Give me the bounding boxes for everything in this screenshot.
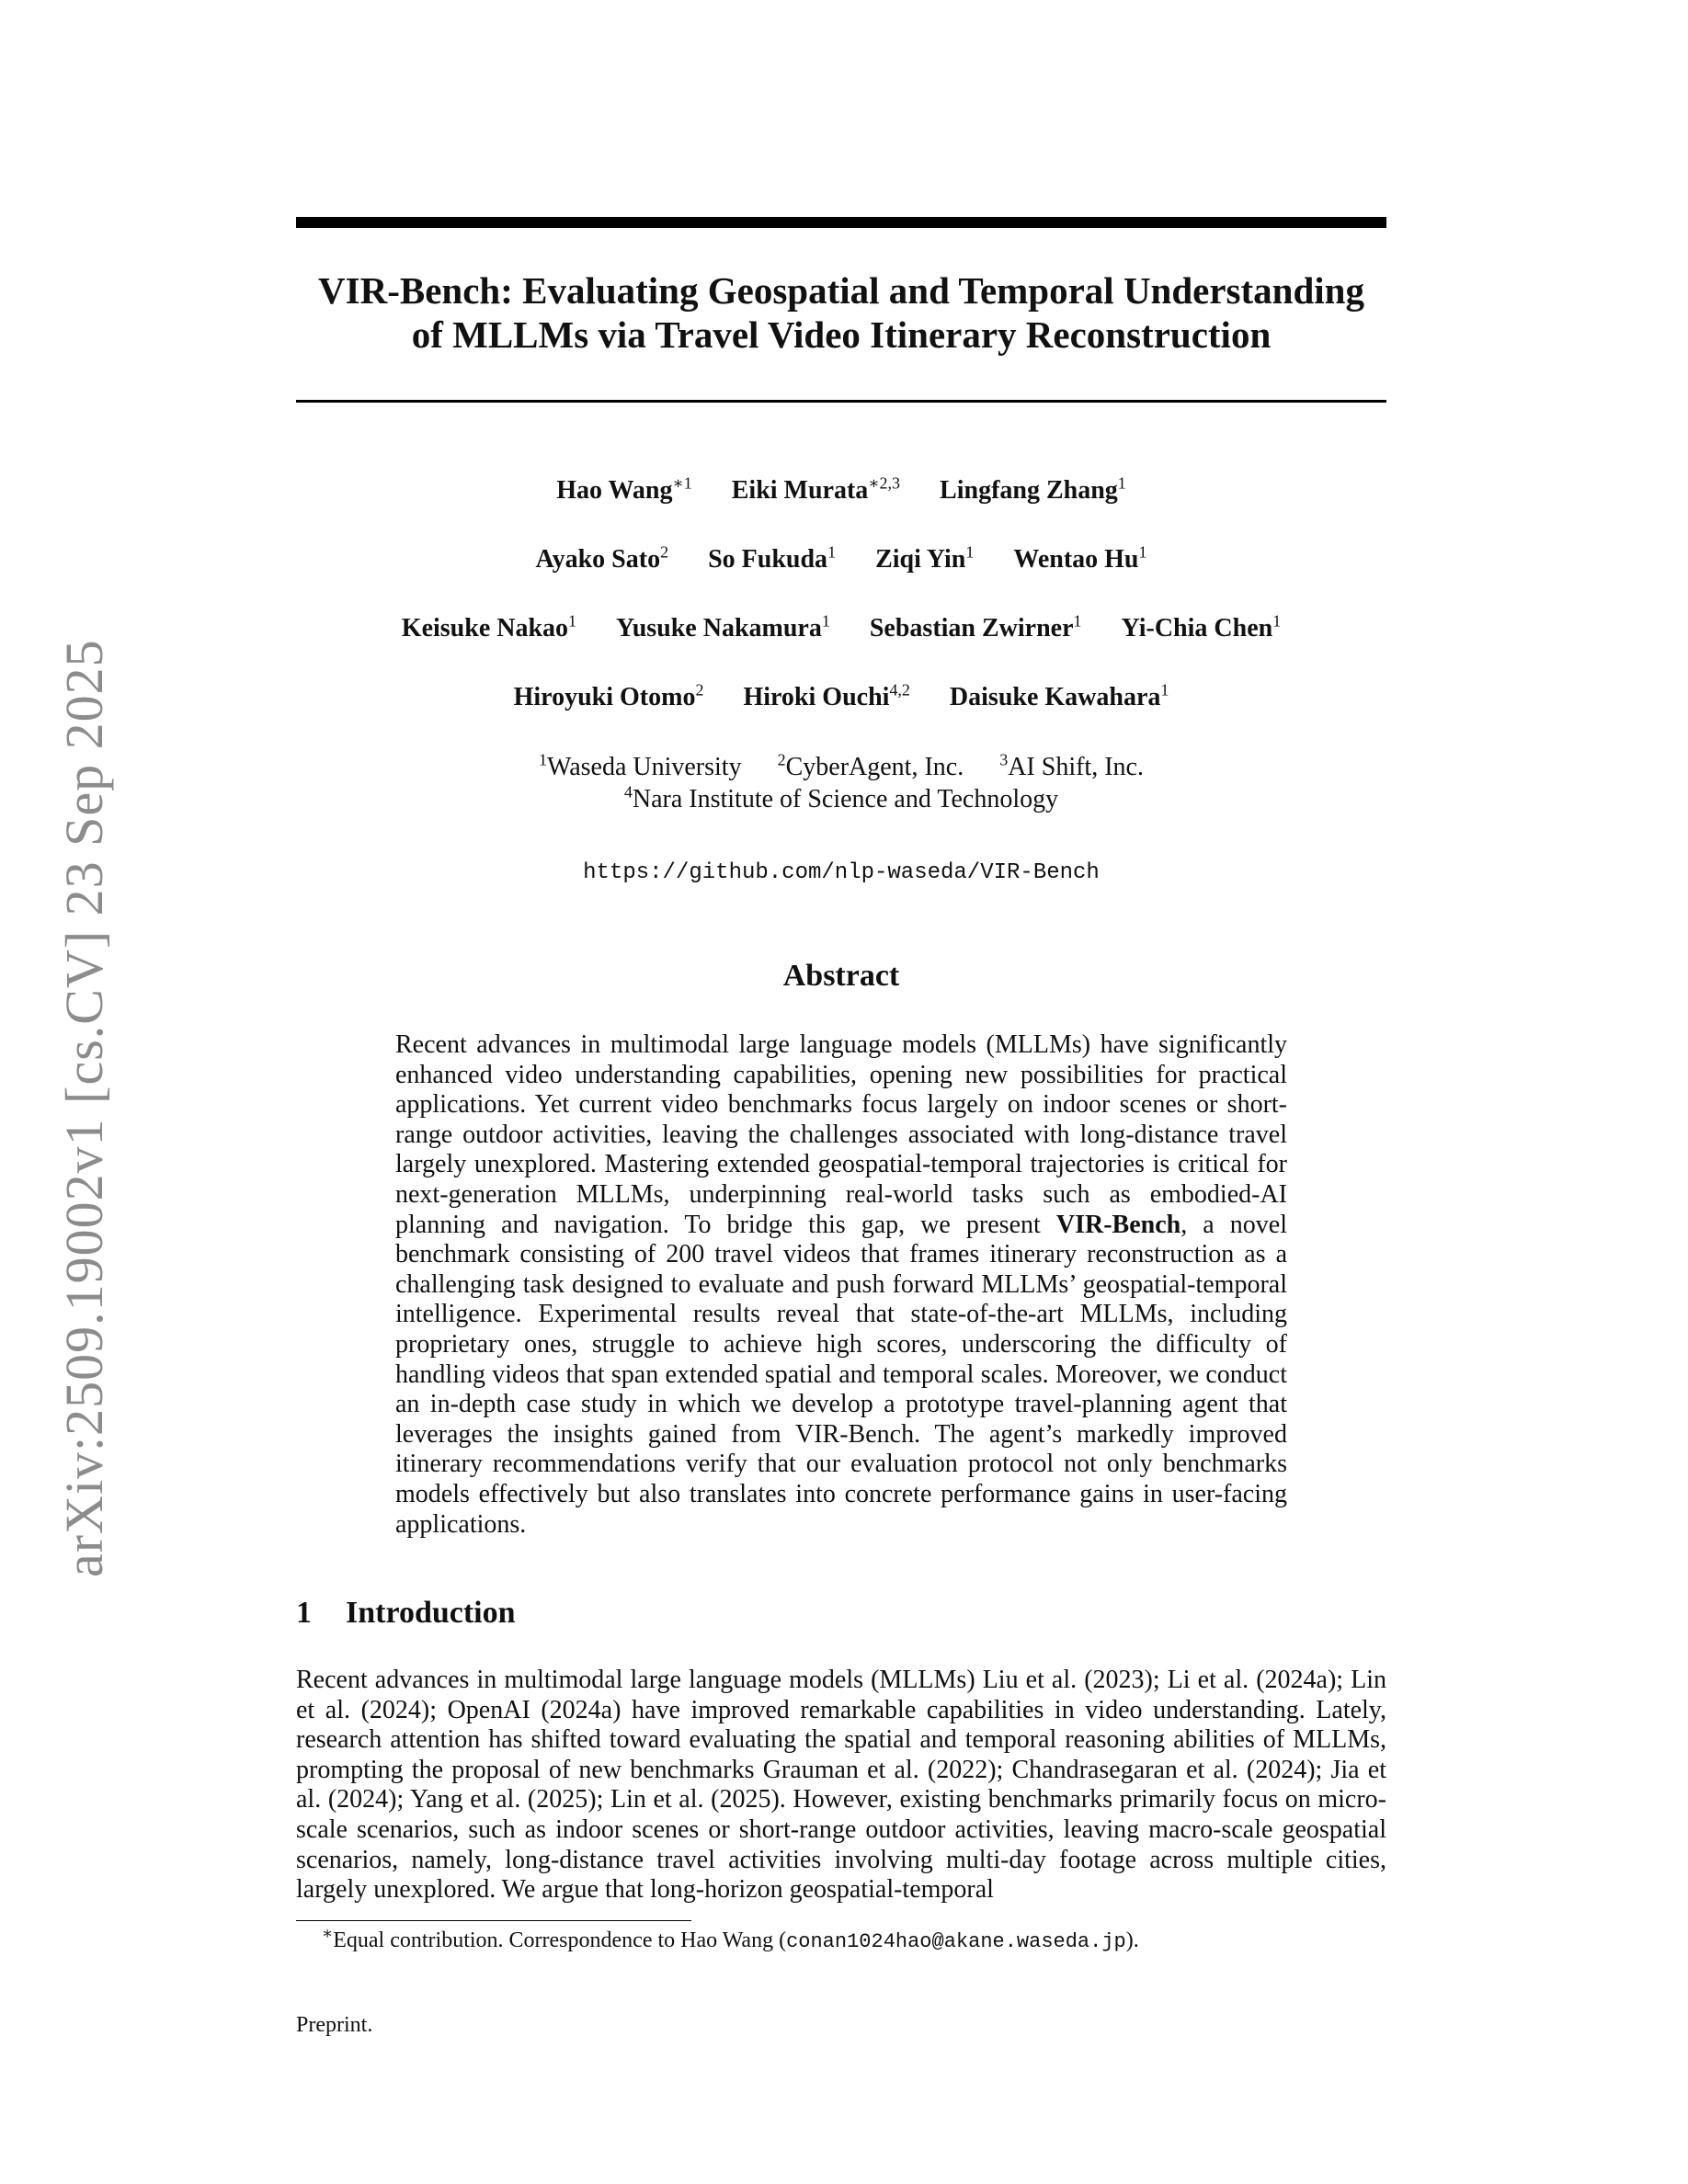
affiliation-line xyxy=(296,783,1386,815)
author xyxy=(875,541,974,578)
author-name: Keisuke Nakao xyxy=(401,614,569,643)
author xyxy=(616,610,830,647)
abstract-benchmark-name: VIR-Bench xyxy=(1055,1210,1181,1239)
author-line xyxy=(296,610,1386,679)
title-bottom-rule xyxy=(296,400,1386,403)
affiliation-name: CyberAgent, Inc. xyxy=(785,753,964,781)
author-affiliation-mark: 1 xyxy=(827,542,837,562)
author xyxy=(514,679,704,716)
author xyxy=(556,472,692,509)
title-line-1: VIR-Bench: Evaluating Geospatial and Temporal Understanding xyxy=(318,269,1364,312)
abstract-heading: Abstract xyxy=(782,959,900,993)
author-block xyxy=(296,472,1386,748)
author-line xyxy=(296,541,1386,610)
footnote-mark: ∗ xyxy=(322,1924,334,1942)
author-name: Ziqi Yin xyxy=(875,545,966,574)
author-affiliation-mark: 1 xyxy=(568,611,577,631)
author-name: Wentao Hu xyxy=(1013,545,1139,574)
affiliation-mark: 3 xyxy=(999,750,1009,769)
correspondence-email[interactable]: conan1024hao@akane.waseda.jp xyxy=(786,1930,1126,1953)
author-affiliation-mark: 1 xyxy=(1160,680,1169,700)
section-heading xyxy=(296,1595,1386,1632)
footnote-rule xyxy=(296,1920,691,1921)
author-line xyxy=(296,679,1386,748)
author-affiliation-mark: ∗1 xyxy=(672,473,692,493)
footnote-text-end: ). xyxy=(1125,1928,1139,1952)
author xyxy=(950,679,1169,716)
affiliation xyxy=(624,783,1058,815)
affiliation-block xyxy=(296,751,1386,815)
section-number: 1 xyxy=(296,1596,312,1630)
footnote-text: Equal contribution. Correspondence to Hao Wang ( xyxy=(333,1928,787,1952)
affiliation-line xyxy=(296,751,1386,783)
title-line-2: of MLLMs via Travel Video Itinerary Reconstruction xyxy=(411,313,1272,356)
author xyxy=(940,472,1126,509)
affiliation xyxy=(778,751,964,783)
author-affiliation-mark: 1 xyxy=(1073,611,1082,631)
code-repository-link[interactable]: https://github.com/nlp-waseda/VIR-Bench xyxy=(583,860,1100,885)
author-affiliation-mark: 1 xyxy=(1272,611,1282,631)
author xyxy=(743,679,909,716)
author-name: Hao Wang xyxy=(556,476,673,505)
author xyxy=(402,610,576,647)
arxiv-identifier: arXiv:2509.19002v1 [cs.CV] 23 Sep 2025 xyxy=(54,639,114,1577)
author-affiliation-mark: 1 xyxy=(965,542,975,562)
affiliation-mark: 2 xyxy=(777,750,786,769)
author-name: Hiroki Ouchi xyxy=(743,683,890,711)
preprint-label: Preprint. xyxy=(296,2013,373,2037)
author-name: Ayako Sato xyxy=(535,545,661,574)
section-title: Introduction xyxy=(346,1596,516,1630)
affiliation-name: Waseda University xyxy=(547,753,742,781)
author-name: Lingfang Zhang xyxy=(940,476,1118,505)
author xyxy=(870,610,1082,647)
author xyxy=(732,472,900,509)
author-name: Eiki Murata xyxy=(731,476,869,505)
author xyxy=(535,541,668,578)
author-affiliation-mark: 1 xyxy=(1138,542,1147,562)
author xyxy=(708,541,836,578)
author-affiliation-mark: 1 xyxy=(821,611,830,631)
author-name: Hiroyuki Otomo xyxy=(513,683,696,711)
affiliation-name: AI Shift, Inc. xyxy=(1008,753,1144,781)
affiliation-mark: 4 xyxy=(623,782,633,802)
author-name: Sebastian Zwirner xyxy=(869,614,1074,643)
author xyxy=(1122,610,1282,647)
title-top-rule xyxy=(296,217,1386,228)
author-affiliation-mark: ∗2,3 xyxy=(868,473,901,493)
author-name: So Fukuda xyxy=(708,545,828,574)
introduction-text: Recent advances in multimodal large language models (MLLMs) Liu et al. (2023); Li et al. (2024a); Lin et al. (2024); OpenAI (2024a) have improved remarkable capabilities in video understanding. Lately, research attention has shifted toward evaluating the spatial and temporal reasoning abilities of MLLMs, prompting the proposal of new benchmarks Grauman et al. (2022); Chandrasegaran et al. (2024); Jia et al. (2024); Yang et al. (2025); Lin et al. (2025). However, existing benchmarks primarily focus on micro-scale scenarios, such as indoor scenes or short-range outdoor activities, leaving macro-scale geospatial scenarios, namely, long-distance travel activities involving multi-day footage across multiple cities, largely unexplored. We argue that long-horizon geospatial-temporal xyxy=(296,1666,1386,1905)
affiliation xyxy=(539,751,742,783)
author xyxy=(1013,541,1146,578)
affiliation-mark: 1 xyxy=(539,750,548,769)
affiliation xyxy=(999,751,1144,783)
author-line xyxy=(296,472,1386,541)
paper-title xyxy=(296,268,1386,357)
abstract-text-part: Recent advances in multimodal large language models (MLLMs) have significantly enhanced video understanding capabilities, opening new possibilities for practical applications. Yet current video benchmarks focus largely on indoor scenes or short-range outdoor activities, leaving the challenges associated with long-distance travel largely unexplored. Mastering extended geospatial-temporal trajectories is critical for next-generation MLLMs, underpinning real-world tasks such as embodied-AI planning and navigation. To bridge this gap, we present xyxy=(395,1030,1287,1239)
author-affiliation-mark: 2 xyxy=(695,680,704,700)
author-name: Yi-Chia Chen xyxy=(1121,614,1273,643)
footnote xyxy=(322,1924,1379,1956)
affiliation-name: Nara Institute of Science and Technology xyxy=(632,785,1059,813)
author-name: Daisuke Kawahara xyxy=(949,683,1161,711)
author-affiliation-mark: 1 xyxy=(1117,473,1126,493)
abstract-text-part: , a novel benchmark consisting of 200 travel videos that frames itinerary reconstruction as a challenging task designed to evaluate and push forward MLLMs’ geospatial-temporal intelligence. Experimental results reveal that state-of-the-art MLLMs, including proprietary ones, struggle to achieve high scores, underscoring the difficulty of handling videos that span extended spatial and temporal scales. Moreover, we conduct an in-depth case study in which we develop a prototype travel-planning agent that leverages the insights gained from VIR-Bench. The agent’s markedly improved itinerary recommendations verify that our evaluation protocol not only benchmarks models effectively but also translates into concrete performance gains in user-facing applications. xyxy=(395,1210,1287,1539)
abstract-text xyxy=(395,1030,1287,1540)
author-affiliation-mark: 2 xyxy=(660,542,669,562)
author-name: Yusuke Nakamura xyxy=(616,614,822,643)
author-affiliation-mark: 4,2 xyxy=(889,680,910,700)
